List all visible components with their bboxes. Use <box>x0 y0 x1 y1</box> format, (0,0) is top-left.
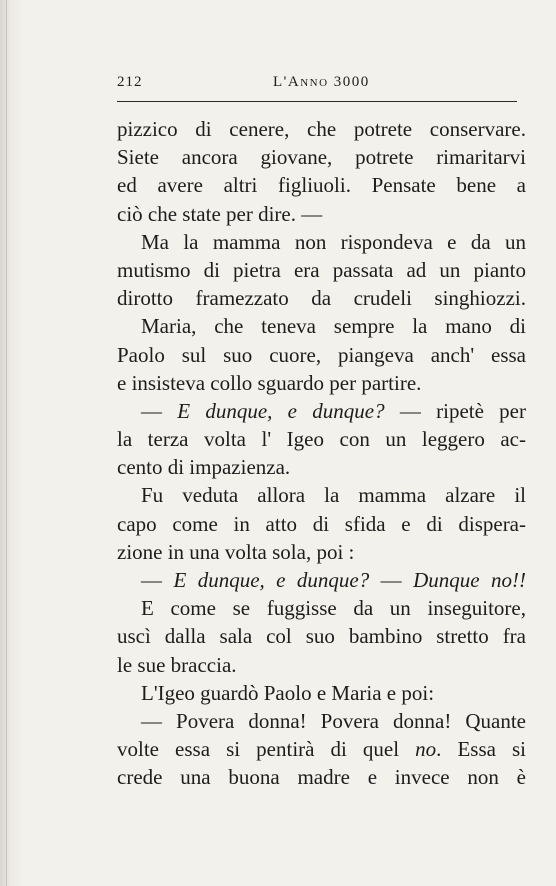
text-line: la terza volta l' Igeo con un leggero ac- <box>117 427 526 452</box>
text-line: ciò che state per dire. — <box>117 201 323 226</box>
text-line: E come se fuggisse da un inseguitore, <box>141 596 526 621</box>
text-line: Fu veduta allora la mamma alzare il <box>141 483 526 508</box>
text-line: dirotto framezzato da crudeli singhiozzi. <box>117 286 526 311</box>
page-number: 212 <box>117 74 143 90</box>
text-line: uscì dalla sala col suo bambino stretto fra <box>117 624 526 649</box>
page-header <box>117 74 517 96</box>
text-line: cento di impazienza. <box>117 455 291 480</box>
text-line: crede una buona madre e invece non è <box>117 765 526 790</box>
binding-gutter <box>6 0 7 886</box>
text-line: Siete ancora giovane, potrete rimaritarvi <box>117 145 526 170</box>
text-line: capo come in atto di sfida e di dispera- <box>117 511 526 536</box>
text-line: Paolo sul suo cuore, piangeva anch' essa <box>117 342 526 367</box>
text-line: — Povera donna! Povera donna! Quante <box>141 708 526 733</box>
text-line: pizzico di cenere, che potrete conservare. <box>117 117 526 141</box>
text-line: mutismo di pietra era passata ad un pianto <box>117 257 526 282</box>
text-line: — E dunque, e dunque? — ripetè per <box>141 398 526 423</box>
text-line: L'Igeo guardò Paolo e Maria e poi: <box>141 680 435 705</box>
text-line: volte essa si pentirà di quel no. Essa si <box>117 737 527 762</box>
running-title: L'Anno 3000 <box>273 74 370 90</box>
text-line: zione in una volta sola, poi : <box>117 539 355 564</box>
header-rule <box>117 101 517 102</box>
body-text <box>117 115 527 792</box>
text-line: Ma la mamma non rispondeva e da un <box>141 229 526 254</box>
text-line: e insisteva collo sguardo per partire. <box>117 370 422 395</box>
text-line: Maria, che teneva sempre la mano di <box>141 314 526 339</box>
text-line: le sue braccia. <box>117 652 237 677</box>
text-line: — E dunque, e dunque? — Dunque no!! <box>141 568 527 592</box>
text-line: ed avere altri figliuoli. Pensate bene a <box>117 173 526 198</box>
